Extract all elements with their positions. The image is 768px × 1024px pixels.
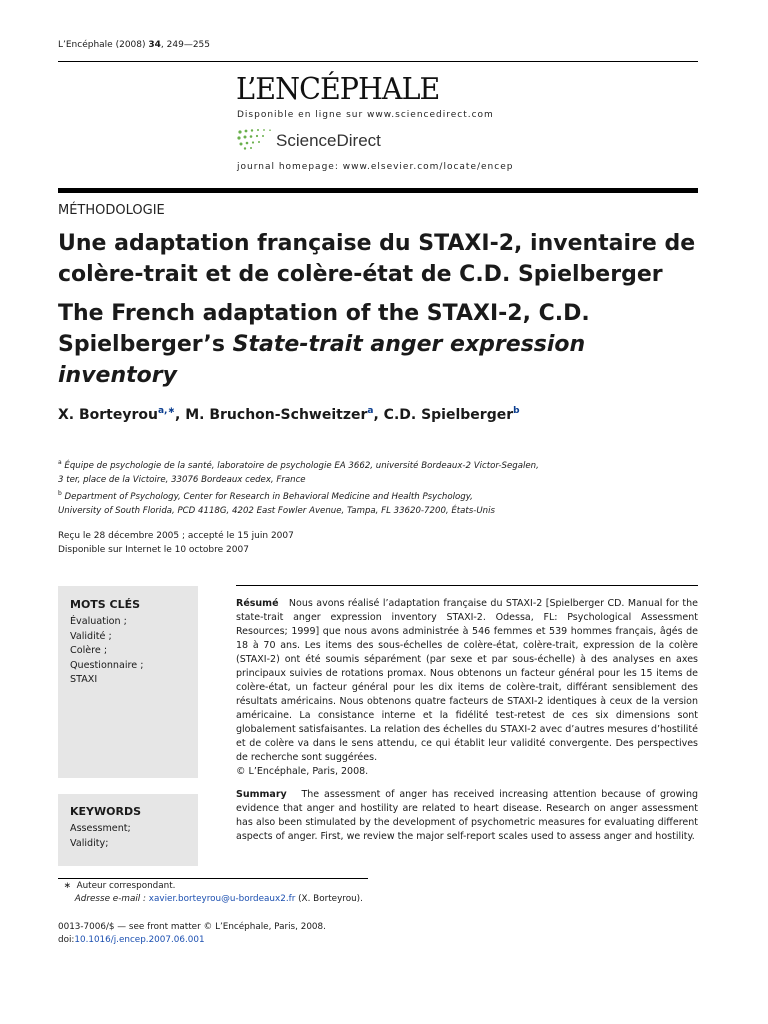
author-affiliation-mark[interactable]: a,∗: [157, 406, 176, 416]
author-list: X. Borteyrou$^{a,∗}$, M. Bruchon-Schweitzer$^a$, C.D. Spielberger$^b$: [58, 406, 520, 423]
keyword: Validité ;: [70, 630, 112, 642]
keyword: Assessment;: [70, 823, 131, 834]
abstract-french: Résumé Nous avons réalisé l’adaptation française du STAXI-2 [Spielberger CD. Manual for the state-trait anger expression inventory STAXI-2. Odessa, FL: Psychological Assessment Resources; 1999] que nous avons administrée à 546 femmes et 539 hommes français, âgés de 18 à 70 ans. Les items des sous-échelles de colère-état, colère-trait, expression de la colère (STAXI-2) ont été soumis séparément (par sexe et par sous-échelle) à des analyses en axes principaux suivies de rotations promax. Nous obtenons un facteur général pour les 15 items de colère-état, un facteur général pour les dix items de colère-trait, différant sensiblement des résultats américains. Nous obtenons quatre facteurs de STAXI-2 identiques à ceux de la version américaine. La consistance interne et la fidélité test-retest de ces six dimensions sont globalement satisfaisantes. La relation des échelles du STAXI-2 avec d’autres mesures d’hostilité et de colère va dans le sens attendu, ce qui établit leur validité convergente. Des perspectives de recherche sont suggérées. © L’Encéphale, Paris, 2008.: [236, 598, 698, 777]
abstract-fr-label: Résumé: [236, 598, 279, 609]
keyword: Évaluation ;: [70, 616, 127, 627]
footnote-issn: 0013-7006/$ — see front matter © L’Encéphale, Paris, 2008. doi:10.1016/j.encep.2007.06.001: [58, 922, 326, 945]
section-label: MÉTHODOLOGIE: [58, 203, 165, 218]
keyword: Validity;: [70, 837, 109, 849]
abstract-rule: [236, 585, 698, 586]
keywords-fr-title: MOTS CLÉS: [70, 598, 141, 611]
title-french: Une adaptation française du STAXI-2, inventaire de colère-trait et de colère-état de C.D. Spielberger: [58, 231, 696, 287]
journal-logo: L’ENCÉPHALE: [236, 72, 440, 107]
article-dates: [58, 529, 294, 557]
keyword: STAXI: [70, 674, 98, 685]
abstract-en-label: Summary: [236, 789, 287, 800]
online-date: Disponible sur Internet le 10 octobre 2007: [58, 545, 249, 555]
abstract-fr-copyright: © L’Encéphale, Paris, 2008.: [236, 766, 369, 777]
affiliation-b: $^b$ Department of Psychology, Center for Research in Behavioral Medicine and Health Psychology,: [58, 489, 473, 502]
journal-citation: L’Encéphale (2008) 34, 249—255: [58, 40, 210, 50]
top-rule: [58, 61, 698, 62]
author-affiliation-mark[interactable]: b: [513, 406, 520, 416]
doi-link[interactable]: 10.1016/j.encep.2007.06.001: [74, 935, 205, 945]
affiliation-a: $^a$ Équipe de psychologie de la santé, laboratoire de psychologie EA 3662, université Bordeaux-2 Victor-Segalen,: [58, 459, 539, 471]
title-english: The French adaptation of the STAXI-2, C.D. Spielberger’s State-trait anger expression inventory: [58, 301, 590, 388]
author-name: C.D. Spielberger: [383, 407, 514, 423]
abstract-english: Summary The assessment of anger has received increasing attention because of growing evidence that anger and hostility are related to heart disease. Research on anger assessment has also been stimulated by the development of psychometric measures for evaluating different aspects of anger. First, we review the major self-report scales used to assess anger and hostility.: [236, 789, 699, 842]
sciencedirect-wordmark: ScienceDirect: [276, 131, 381, 150]
sciencedirect-logo-icon: [236, 128, 276, 150]
author-affiliation-mark[interactable]: a: [367, 406, 374, 416]
volume-number: 34: [148, 40, 161, 50]
keywords-fr-box: [58, 586, 198, 778]
thick-rule: [58, 188, 698, 193]
affiliations: $^a$ Équipe de psychologie de la santé, laboratoire de psychologie EA 3662, université Bordeaux-2 Victor-Segalen, 3 ter, place de la Victoire, 33076 Bordeaux cedex, France $^b$ Department of Psychology, Center for Research in Behavioral Medicine and Health Psychology, University of South Florida, PCD 4118G, 4202 East Fowler Avenue, Tampa, FL 33620-7200, États-Unis: [58, 456, 698, 518]
email-link[interactable]: xavier.borteyrou@u-bordeaux2.fr: [148, 894, 296, 904]
footnote-corresponding: ∗ Auteur correspondant. Adresse e-mail : xavier.borteyrou@u-bordeaux2.fr (X. Borteyrou).: [63, 881, 363, 904]
footnote-rule: [58, 878, 368, 879]
author-name: M. Bruchon-Schweitzer: [185, 407, 368, 423]
received-date: Reçu le 28 décembre 2005 ; accepté le 15 juin 2007: [58, 531, 294, 541]
online-availability: Disponible en ligne sur www.sciencedirect.com: [237, 110, 494, 120]
keywords-en-box: [58, 794, 198, 866]
author-name: X. Borteyrou: [58, 407, 158, 423]
keyword: Questionnaire ;: [70, 659, 144, 671]
journal-homepage: journal homepage: www.elsevier.com/locate/encep: [237, 162, 514, 172]
keywords-en-title: KEYWORDS: [70, 805, 142, 818]
keyword: Colère ;: [70, 645, 108, 656]
